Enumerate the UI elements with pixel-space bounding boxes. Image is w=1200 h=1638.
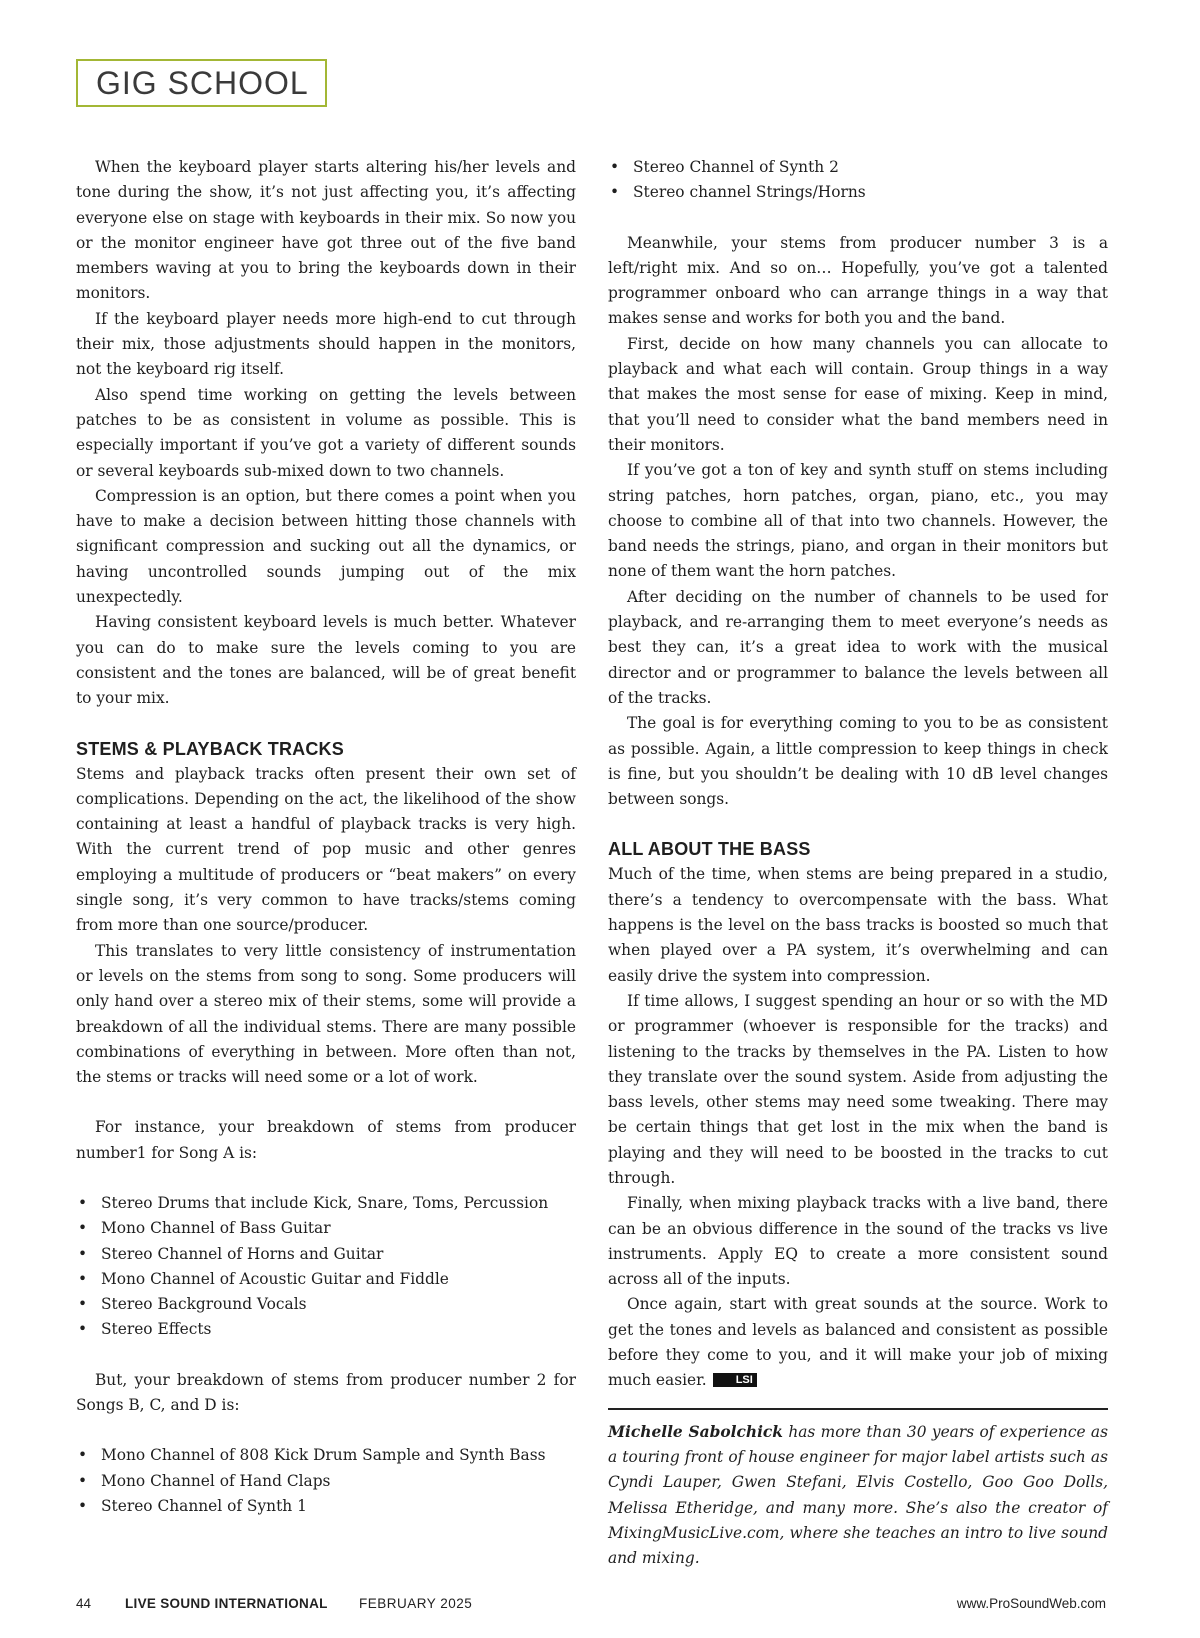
- left-column: [76, 155, 576, 1519]
- list-item: • Stereo Channel of Synth 1: [76, 1494, 576, 1519]
- author-bio: [608, 1420, 1108, 1572]
- closing-text: Once again, start with great sounds at the source. Work to get the tones and levels as balanced and consistent as possible before they come to you, and it will make your job of mixing much easier.: [608, 1295, 1108, 1390]
- list-item: • Stereo Channel of Horns and Guitar: [76, 1242, 576, 1267]
- producer1-stem-list: [76, 1191, 576, 1343]
- list-item: • Mono Channel of Bass Guitar: [76, 1216, 576, 1241]
- author-bio-text: has more than 30 years of experience as a touring front of house engineer for major label artists such as Cyndi Lauper, Gwen Stefani, Elvis Costello, Goo Goo Dolls, Melissa Etheridge, and many more. She’s also the creator of MixingMusicLive.com, where she teaches an intro to live sound and mixing.: [608, 1422, 1109, 1568]
- magazine-name: LIVE SOUND INTERNATIONAL: [125, 1596, 328, 1611]
- paragraph: This translates to very little consistency of instrumentation or levels on the stems from song to song. Some producers will only hand over a stereo mix of their stems, some will provide a breakdown of all the individual stems. There are many possible combinations of everything in between. More often than not, the stems or tracks will need some or a lot of work.: [76, 941, 576, 1087]
- paragraph: If the keyboard player needs more high-end to cut through their mix, those adjustments should happen in the monitors, not the keyboard rig itself.: [76, 309, 576, 379]
- website-link[interactable]: www.ProSoundWeb.com: [956, 1596, 1106, 1611]
- lsi-end-badge: LSI: [713, 1373, 757, 1387]
- list-item: • Mono Channel of 808 Kick Drum Sample and Synth Bass: [76, 1443, 576, 1468]
- list-item: • Stereo channel Strings/Horns: [608, 180, 1108, 205]
- issue-date: FEBRUARY 2025: [359, 1596, 473, 1611]
- list-item: • Stereo Channel of Synth 2: [608, 155, 1108, 180]
- right-column: [608, 155, 1108, 1571]
- bass-heading: ALL ABOUT THE BASS: [608, 839, 811, 860]
- paragraph: But, your breakdown of stems from producer number 2 for Songs B, C, and D is:: [76, 1370, 576, 1415]
- paragraph: When the keyboard player starts altering his/her levels and tone during the show, it’s not just affecting you, it’s affecting everyone else on stage with keyboards in their mix. So now you or the monitor engineer have got three out of the five band members waving at you to bring the keyboards down in their monitors.: [76, 158, 576, 303]
- list-item: • Stereo Drums that include Kick, Snare, Toms, Percussion: [76, 1191, 576, 1216]
- paragraph: Stems and playback tracks often present their own set of complications. Depending on the act, the likelihood of the show containing at least a handful of playback tracks is very high. With the current trend of pop music and other genres employing a multitude of producers or “beat makers” on every single song, it’s very common to have tracks/stems coming from more than one source/producer.: [76, 764, 576, 935]
- paragraph: Compression is an option, but there comes a point when you have to make a decision between hitting those channels with significant compression and sucking out all the dynamics, or having uncontrolled sounds jumping out of the mix unexpectedly.: [76, 486, 576, 607]
- paragraph: Also spend time working on getting the levels between patches to be as consistent in volume as possible. This is especially important if you’ve got a variety of different sounds or several keyboards sub-mixed down to two channels.: [76, 385, 576, 480]
- paragraph: After deciding on the number of channels to be used for playback, and re-arranging them to meet everyone’s needs as best they can, it’s a great idea to work with the musical director and or programmer to balance the levels between all of the tracks.: [608, 587, 1108, 707]
- paragraph: For instance, your breakdown of stems from producer number1 for Song A is:: [76, 1118, 576, 1162]
- list-item: • Stereo Effects: [76, 1317, 576, 1342]
- author-name: Michelle Sabolchick: [608, 1422, 783, 1441]
- section-tag: GIG SCHOOL: [76, 59, 327, 107]
- bio-divider: [608, 1408, 1108, 1410]
- stems-heading: STEMS & PLAYBACK TRACKS: [76, 738, 344, 759]
- paragraph: The goal is for everything coming to you to be as consistent as possible. Again, a little compression to keep things in check is fine, but you shouldn’t be dealing with 10 dB level changes between songs.: [608, 714, 1108, 809]
- paragraph: If you’ve got a ton of key and synth stuff on stems including string patches, horn patches, organ, piano, etc., you may choose to combine all of that into two channels. However, the band needs the strings, piano, and organ in their monitors but none of them want the horn patches.: [608, 461, 1108, 581]
- list-item: • Stereo Background Vocals: [76, 1292, 576, 1317]
- paragraph: If time allows, I suggest spending an hour or so with the MD or programmer (whoever is responsible for the tracks) and listening to the tracks by themselves in the PA. Listen to how they translate over the sound system. Aside from adjusting the bass levels, other stems may need some tweaking. There may be certain things that get lost in the mix when the band is playing and they will need to be boosted in the tracks to cut through.: [608, 991, 1108, 1187]
- closing-paragraph: [608, 1292, 1108, 1393]
- list-item: • Mono Channel of Acoustic Guitar and Fiddle: [76, 1267, 576, 1292]
- paragraph: Meanwhile, your stems from producer number 3 is a left/right mix. And so on… Hopefully, you’ve got a talented programmer onboard who can arrange things in a way that makes sense and works for both you and the band.: [608, 233, 1108, 328]
- paragraph: Having consistent keyboard levels is much better. Whatever you can do to make sure the levels coming to you are consistent and the tones are balanced, will be of great benefit to your mix.: [76, 613, 576, 708]
- paragraph: Much of the time, when stems are being prepared in a studio, there’s a tendency to overcompensate with the bass. What happens is the level on the bass tracks is boosted so much that when played over a PA system, it’s overwhelming and can easily drive the system into compression.: [608, 865, 1108, 985]
- paragraph: First, decide on how many channels you can allocate to playback and what each will contain. Group things in a way that makes the most sense for ease of mixing. Keep in mind, that you’ll need to consider what the band members need in their monitors.: [608, 334, 1108, 454]
- producer2-stem-list: [76, 1443, 576, 1519]
- list-item: • Mono Channel of Hand Claps: [76, 1469, 576, 1494]
- paragraph: Finally, when mixing playback tracks with a live band, there can be an obvious difference in the sound of the tracks vs live instruments. Apply EQ to create a more consistent sound across all of the inputs.: [608, 1194, 1108, 1289]
- page-number: 44: [76, 1596, 92, 1611]
- producer2-stem-list-continued: [608, 155, 1108, 206]
